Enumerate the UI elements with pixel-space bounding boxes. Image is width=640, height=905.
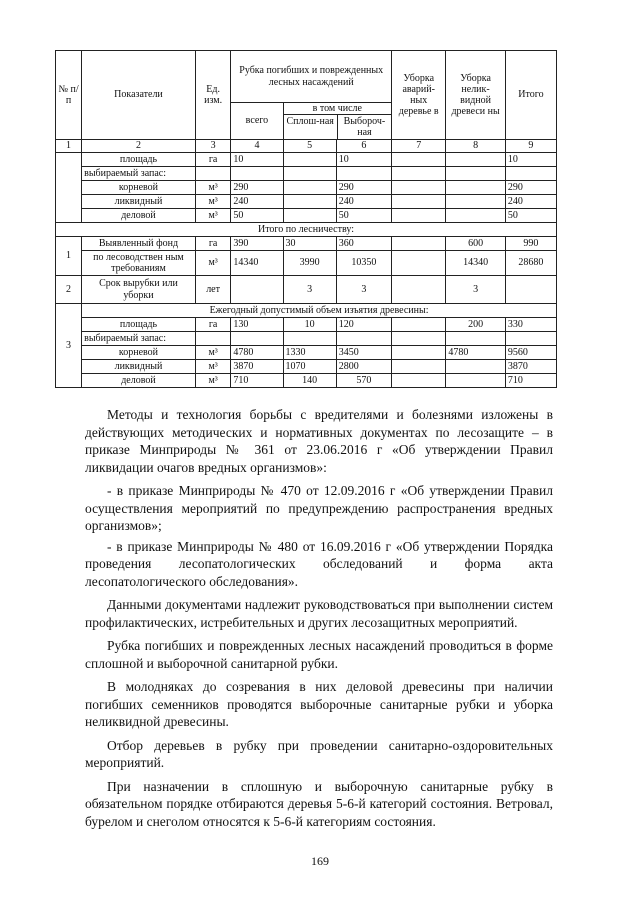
cell xyxy=(283,195,336,209)
row-label: площадь xyxy=(82,153,196,167)
cell: 3 xyxy=(336,276,391,304)
table-row xyxy=(56,181,557,195)
cell: 30 xyxy=(283,237,336,251)
row-unit: м³ xyxy=(195,346,230,360)
cell xyxy=(231,332,283,346)
header-including: в том числе xyxy=(284,103,392,115)
colnum: 6 xyxy=(336,140,391,153)
table-row xyxy=(56,374,557,388)
cell: 600 xyxy=(446,237,505,251)
cell: 14340 xyxy=(231,251,283,276)
cell: 28680 xyxy=(505,251,556,276)
cell xyxy=(283,209,336,223)
table-row xyxy=(56,276,557,304)
cell: 3990 xyxy=(283,251,336,276)
row-unit: м³ xyxy=(195,251,230,276)
cell xyxy=(336,332,391,346)
table-row xyxy=(56,237,557,251)
cell: 240 xyxy=(231,195,283,209)
row-label: деловой xyxy=(82,374,196,388)
header-num: № п/п xyxy=(56,51,82,140)
cell: 3 xyxy=(283,276,336,304)
cell xyxy=(283,153,336,167)
cell: 50 xyxy=(231,209,283,223)
section-annual-title: Ежегодный допустимый объем изъятия древесины: xyxy=(82,304,557,318)
cell: 120 xyxy=(336,318,391,332)
row-number: 3 xyxy=(56,304,82,388)
cell: 3870 xyxy=(231,360,283,374)
cell: 1330 xyxy=(283,346,336,360)
section-forestry-title: Итого по лесничеству: xyxy=(56,223,557,237)
cell xyxy=(392,195,446,209)
cell xyxy=(505,276,556,304)
cell: 50 xyxy=(505,209,556,223)
section-header-row xyxy=(56,223,557,237)
row-unit xyxy=(195,332,230,346)
row-label: деловой xyxy=(82,209,196,223)
row-label: площадь xyxy=(82,318,196,332)
table-row xyxy=(56,360,557,374)
row-unit: га xyxy=(195,318,230,332)
paragraph: В молодняках до созревания в них деловой древесины при наличии погибших семенников проводятся выборочные санитарные рубки и уборка неликвидной древесины. xyxy=(85,679,553,729)
cell xyxy=(446,181,505,195)
cell xyxy=(446,195,505,209)
cell xyxy=(392,276,446,304)
row-unit: м³ xyxy=(195,209,230,223)
cell: 10 xyxy=(505,153,556,167)
colnum: 7 xyxy=(392,140,446,153)
cell: 360 xyxy=(336,237,391,251)
cell: 3870 xyxy=(505,360,556,374)
cell: 200 xyxy=(446,318,505,332)
row-label: ликвидный xyxy=(82,195,196,209)
header-total-sub: всего xyxy=(231,103,283,140)
cell xyxy=(446,332,505,346)
row-unit xyxy=(195,167,230,181)
table-row xyxy=(56,167,557,181)
table-row xyxy=(56,346,557,360)
colnum: 9 xyxy=(505,140,556,153)
cell xyxy=(446,360,505,374)
colnum: 4 xyxy=(231,140,283,153)
paragraph: Методы и технология борьбы с вредителями и болезнями изложены в действующих методических и нормативных документах по лесозащите – в приказе Минприроды № 361 от 23.06.2016 г «Об утверждении Правил ликвидации очагов вредных организмов»: xyxy=(85,407,553,475)
header-nonliquid: Уборка нелик-видной древеси ны xyxy=(446,51,505,140)
cell: 240 xyxy=(336,195,391,209)
header-solid: Сплош-ная xyxy=(284,115,338,139)
cell: 10 xyxy=(283,318,336,332)
cell xyxy=(446,209,505,223)
cell xyxy=(446,167,505,181)
column-numbers-row xyxy=(56,140,557,153)
cell xyxy=(336,167,391,181)
row-unit: м³ xyxy=(195,374,230,388)
cell xyxy=(392,181,446,195)
cell xyxy=(231,167,283,181)
table-row xyxy=(56,251,557,276)
row-number: 2 xyxy=(56,276,82,304)
row-label: Срок вырубки или уборки xyxy=(82,276,196,304)
paragraph: Данными документами надлежит руководствоваться при выполнении систем профилактических, истребительных и других лесозащитных мероприятий. xyxy=(85,597,553,630)
colnum: 2 xyxy=(82,140,196,153)
cell xyxy=(392,346,446,360)
cell: 710 xyxy=(505,374,556,388)
cell xyxy=(446,153,505,167)
cell: 4780 xyxy=(231,346,283,360)
row-label: Выявленный фонд xyxy=(82,237,196,251)
table-row xyxy=(56,318,557,332)
cell: 290 xyxy=(231,181,283,195)
cell: 1070 xyxy=(283,360,336,374)
row-label: корневой xyxy=(82,181,196,195)
forestry-table xyxy=(55,50,557,388)
header-itogo: Итого xyxy=(505,51,556,140)
header-selective: Выбороч-ная xyxy=(343,116,386,139)
cell xyxy=(231,276,283,304)
cell xyxy=(446,374,505,388)
cell: 290 xyxy=(336,181,391,195)
colnum: 5 xyxy=(283,140,336,153)
cell: 3 xyxy=(446,276,505,304)
table-row xyxy=(56,209,557,223)
header-cutting-group: Рубка погибших и поврежденных лесных насаждений xyxy=(231,51,392,103)
header-indicator: Показатели xyxy=(82,51,196,140)
table-row xyxy=(56,195,557,209)
cell xyxy=(392,167,446,181)
table-row xyxy=(56,304,557,318)
body-text xyxy=(85,406,553,836)
row-unit: га xyxy=(195,237,230,251)
cell xyxy=(283,181,336,195)
cell xyxy=(392,237,446,251)
cell: 990 xyxy=(505,237,556,251)
cell: 9560 xyxy=(505,346,556,360)
cell xyxy=(392,332,446,346)
cell: 3450 xyxy=(336,346,391,360)
row-label: выбираемый запас: xyxy=(82,167,196,181)
cell: 390 xyxy=(231,237,283,251)
colnum: 3 xyxy=(195,140,230,153)
row-label: выбираемый запас: xyxy=(82,332,196,346)
paragraph: Рубка погибших и поврежденных лесных насаждений проводиться в форме сплошной и выборочной санитарной рубки. xyxy=(85,638,553,671)
cell xyxy=(392,374,446,388)
cell xyxy=(505,167,556,181)
paragraph: - в приказе Минприроды № 470 от 12.09.2016 г «Об утверждении Правил осуществления мероприятий по предупреждению распространения вредных организмов»; xyxy=(85,483,553,533)
cell: 570 xyxy=(336,374,391,388)
cell xyxy=(283,167,336,181)
row-label: по лесоводствен ным требованиям xyxy=(82,251,196,276)
row-unit: лет xyxy=(195,276,230,304)
colnum: 8 xyxy=(446,140,505,153)
cell: 330 xyxy=(505,318,556,332)
cell xyxy=(392,209,446,223)
cell-empty xyxy=(56,153,82,223)
table-row xyxy=(56,153,557,167)
cell: 10350 xyxy=(336,251,391,276)
cell: 130 xyxy=(231,318,283,332)
table-row xyxy=(56,332,557,346)
paragraph: Отбор деревьев в рубку при проведении санитарно-оздоровительных мероприятий. xyxy=(85,737,553,770)
cell xyxy=(505,332,556,346)
cell xyxy=(392,153,446,167)
row-label: ликвидный xyxy=(82,360,196,374)
cell: 10 xyxy=(336,153,391,167)
row-unit: га xyxy=(195,153,230,167)
cell xyxy=(283,332,336,346)
cell: 290 xyxy=(505,181,556,195)
cell: 14340 xyxy=(446,251,505,276)
cell: 2800 xyxy=(336,360,391,374)
cell: 140 xyxy=(283,374,336,388)
header-unit: Ед. изм. xyxy=(195,51,230,140)
row-unit: м³ xyxy=(195,181,230,195)
paragraph: - в приказе Минприроды № 480 от 16.09.2016 г «Об утверждении Порядка проведения лесопатологических обследований и форма акта лесопатологического обследования». xyxy=(85,538,553,589)
cell: 4780 xyxy=(446,346,505,360)
colnum: 1 xyxy=(56,140,82,153)
cell: 10 xyxy=(231,153,283,167)
page-number: 169 xyxy=(311,854,329,868)
row-unit: м³ xyxy=(195,360,230,374)
cell xyxy=(392,318,446,332)
cell: 240 xyxy=(505,195,556,209)
paragraph: При назначении в сплошную и выборочную санитарные рубку в обязательном порядке отбираются деревья 5-6-й категорий состояния. Ветровал, бурелом и снеголом относятся к 5-6-й категориям состояния. xyxy=(85,778,553,829)
cell xyxy=(392,360,446,374)
cell xyxy=(392,251,446,276)
row-number: 1 xyxy=(56,237,82,276)
row-unit: м³ xyxy=(195,195,230,209)
row-label: корневой xyxy=(82,346,196,360)
cell: 50 xyxy=(336,209,391,223)
header-windfall: Уборка аварий-ных деревье в xyxy=(392,51,446,140)
cell: 710 xyxy=(231,374,283,388)
